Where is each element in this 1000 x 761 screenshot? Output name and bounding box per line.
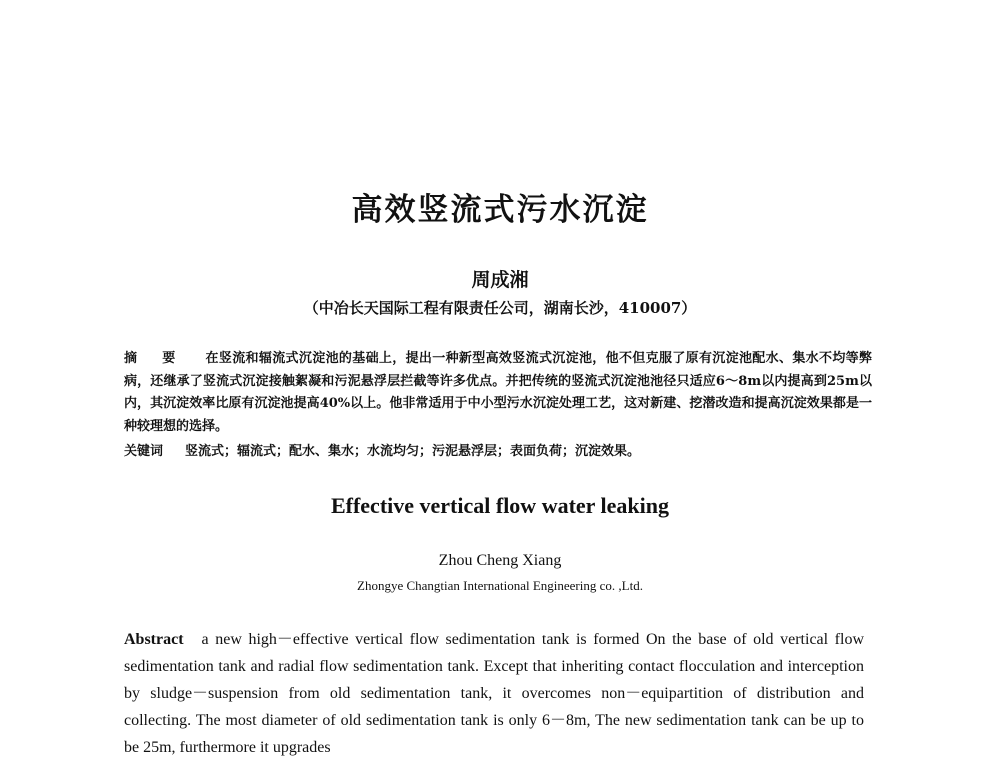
english-author: Zhou Cheng Xiang [438,552,562,569]
chinese-abstract [124,348,872,438]
english-affiliation: Zhongye Changtian International Engineering co. ,Ltd. [357,578,643,593]
chinese-keywords-label: 关键词 [124,444,164,459]
english-title: Effective vertical flow water leaking [330,493,670,518]
chinese-title: 高效竖流式污水沉淀 [351,192,649,228]
chinese-keywords-text: 竖流式；辐流式；配水、集水；水流均匀；污泥悬浮层；表面负荷；沉淀效果。 [185,444,641,459]
chinese-abstract-text: 在竖流和辐流式沉淀池的基础上，提出一种新型高效竖流式沉淀池，他不但克服了原有沉淀池配水、集水不均等弊病，还继承了竖流式沉淀接触絮凝和污泥悬浮层拦截等许多优点。并把传统的竖流式沉淀池池径只适应6～8m以内提高到25m以内，其沉淀效率比原有沉淀池提高40%以上。他非常适用于中小型污水沉淀处理工艺，这对新建、挖潜改造和提高沉淀效果都是一种较理想的选择。 [124,351,872,434]
chinese-author: 周成湘 [471,269,529,291]
english-abstract-label: Abstract [124,631,184,648]
chinese-abstract-label: 摘 要 [124,351,186,366]
chinese-affiliation: （中冶长天国际工程有限责任公司，湖南长沙，410007） [303,299,697,317]
english-abstract-text: a new high－effective vertical flow sedimentation tank is formed On the base of old vertical flow sedimentation tank and radial flow sedimentation tank. Except that inheriting contact flocculation and interception by sludge－suspension from old sedimentation tank, it overcomes non－equipartition of distribution and collecting. The most diameter of old sedimentation tank is only 6－8m, The new sedimentation tank can be up to be 25m, furthermore it upgrades [124,631,864,756]
chinese-keywords [124,441,872,463]
english-abstract [124,626,864,761]
